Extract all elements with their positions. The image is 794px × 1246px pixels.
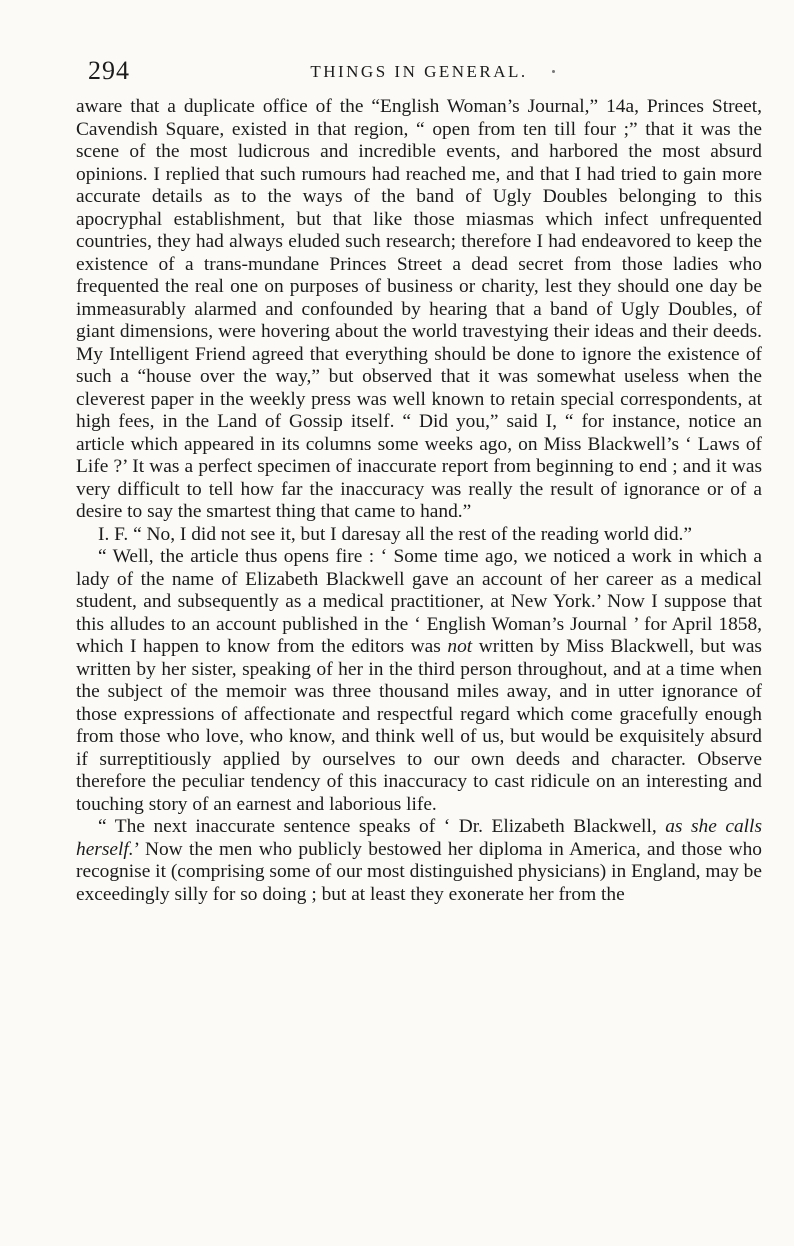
paragraph [76,546,762,816]
paragraph-text: “ Well, the article thus opens fire : ‘ Some time ago, we noticed a work in which a lady of the name of Elizabeth Blackwell gave an account of her career as a medical student, and subsequently as a medical practitioner, at New York.’ Now I suppose that this alludes to an account published in the ‘ English Woman’s Journal ’ for April 1858, which I happen to know from the editors was [76,546,762,657]
emphasis: not [447,636,473,657]
paragraph-text: “ The next inaccurate sentence speaks of ‘ Dr. Elizabeth Blackwell, [98,816,657,837]
paragraph: aware that a duplicate office of the “English Woman’s Journal,” 14a, Princes Street, Cavendish Square, existed in that region, “ open from ten till four ;” that it was the scene of the most ludicrous and incredible events, and harbored the most absurd opinions. I replied that such rumours had reached me, and that I had tried to gain more accurate details as to the ways of the band of Ugly Doubles belonging to this apocryphal establishment, but that like those miasmas which infect unfrequented countries, they had always eluded such research; therefore I had endeavored to keep the existence of a trans-mundane Princes Street a dead secret from those ladies who frequented the real one on purposes of business or charity, lest they should one day be immeasurably alarmed and confounded by hearing that a band of Ugly Doubles, of giant dimensions, were hovering about the world travestying their ideas and their deeds. My Intelligent Friend agreed that everything should be done to ignore the existence of such a “house over the way,” but observed that it was somewhat useless when the cleverest paper in the weekly press was well known to retain special correspondents, at high fees, in the Land of Gossip itself. “ Did you,” said I, “ for instance, notice an article which appeared in its columns some weeks ago, on Miss Blackwell’s ‘ Laws of Life ?’ It was a perfect specimen of inaccurate report from beginning to end ; and it was very difficult to tell how far the inaccuracy was really the result of ignorance or of a desire to say the smartest thing that came to hand.” [76,96,762,522]
page-header [76,56,762,96]
paragraph-text: ’ Now the men who publicly bestowed her diploma in America, and those who recognise it (comprising some of our most distinguished physicians) in England, may be exceedingly silly for so doing ; but at least they exonerate her from the [76,838,762,905]
page-number: 294 [88,56,130,85]
paragraph-text: written by Miss Blackwell, but was written by her sister, speaking of her in the third person throughout, and at a time when the subject of the memoir was three thousand miles away, and in utter ignorance of those expressions of affectionate and respectful regard which come gracefully enough from those who love, who know, and think well of us, but would be exquisitely absurd if surreptitiously applied by ourselves to our own deeds and character. Observe therefore the peculiar tendency of this inaccuracy to cast ridicule on an interesting and touching story of an earnest and laborious life. [76,636,762,815]
emphasis: as she calls herself. [76,816,762,860]
print-speck [552,70,555,73]
body-text [76,96,762,906]
paragraph: I. F. “ No, I did not see it, but I daresay all the rest of the reading world did.” [98,523,693,545]
running-title: THINGS IN GENERAL. [310,62,528,81]
paragraph [76,816,762,906]
